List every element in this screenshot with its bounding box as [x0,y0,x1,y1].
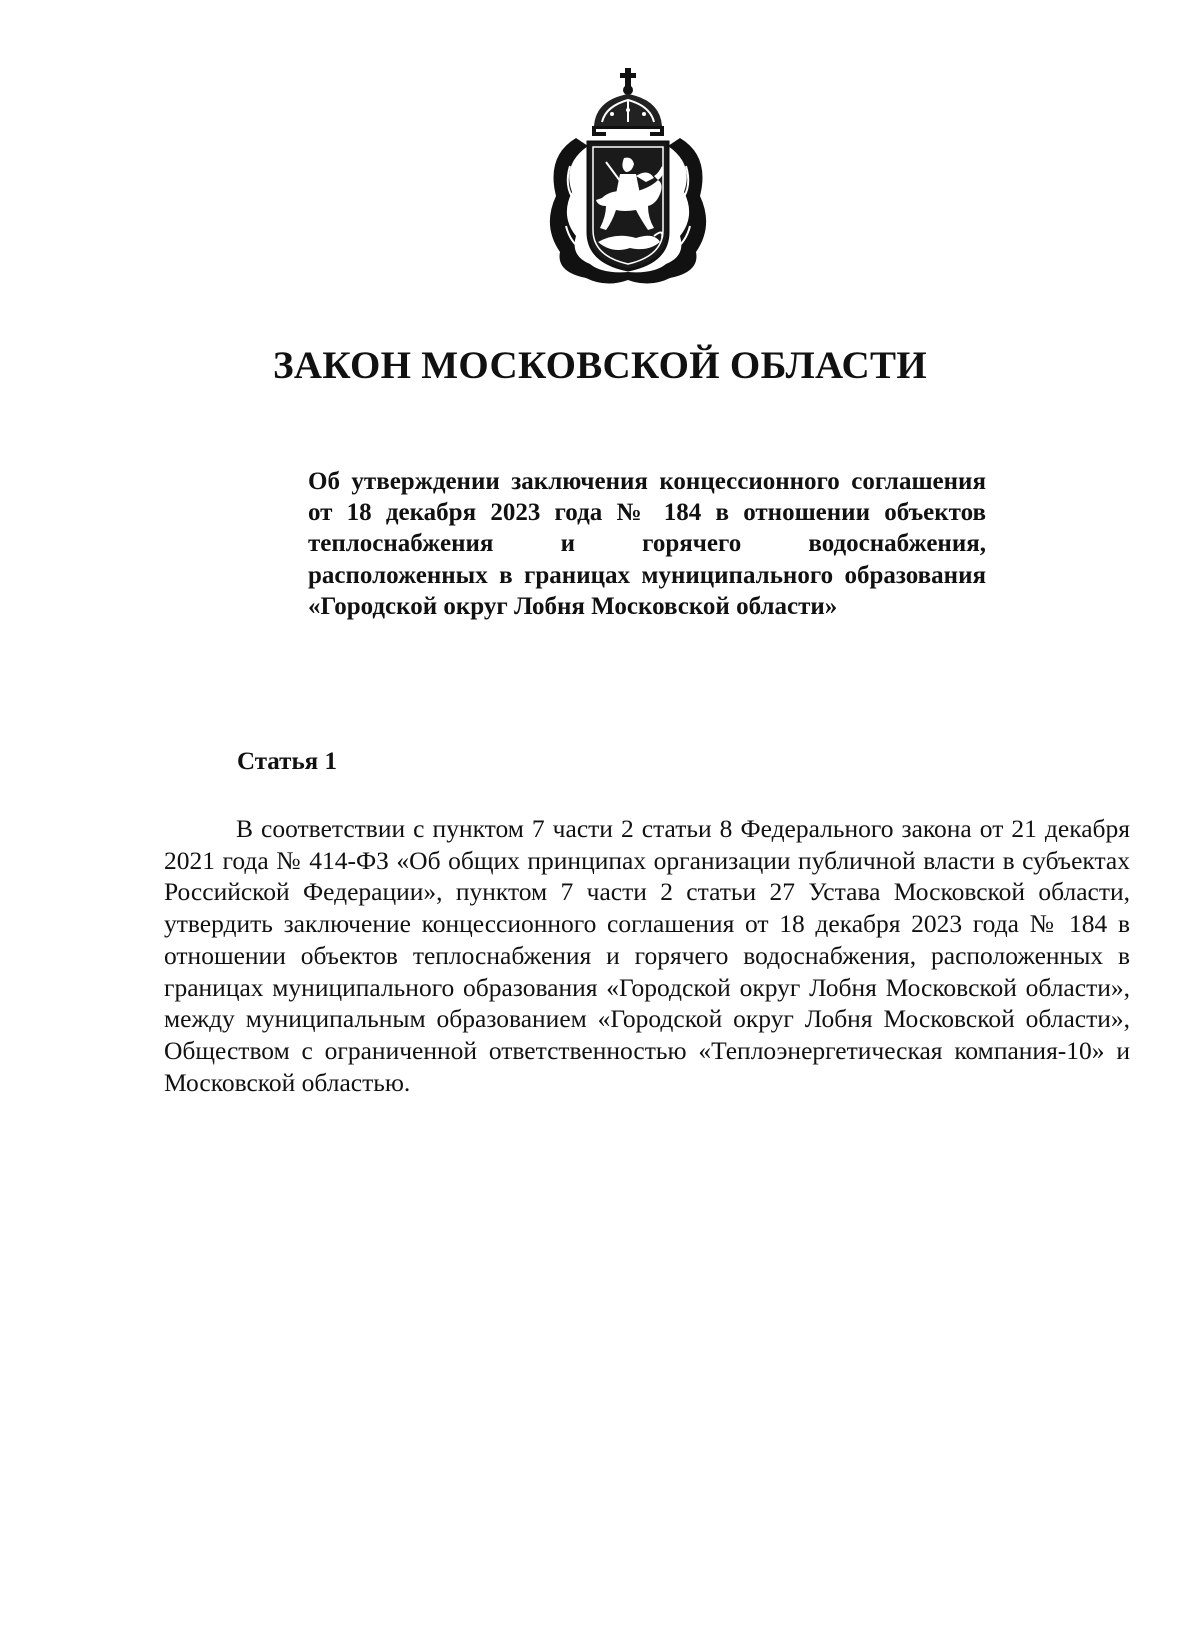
article-heading: Статья 1 [237,748,337,775]
coat-of-arms-icon [536,66,720,292]
law-title: ЗАКОН МОСКОВСКОЙ ОБЛАСТИ [273,344,927,387]
law-subject: Об утверждении заключения концессионного соглашения от 18 декабря 2023 года № 184 в отношении объектов теплоснабжения и горячего водоснабжения, расположенных в границах муниципального образования «Городской округ Лобня Московской области» [308,468,986,620]
article-body: В соответствии с пунктом 7 части 2 статьи 8 Федерального закона от 21 декабря 2021 года № 414-ФЗ «Об общих принципах организации публичной власти в субъектах Российской Федерации», пунктом 7 части 2 статьи 27 Устава Московской области, утвердить заключение концессионного соглашения от 18 декабря 2023 года № 184 в отношении объектов теплоснабжения и горячего водоснабжения, расположенных в границах муниципального образования «Городской округ Лобня Московской области», между муниципальным образованием «Городской округ Лобня Московской области», Обществом с ограниченной ответственностью «Теплоэнергетическая компания-10» и Московской областью. [164,814,1130,1097]
